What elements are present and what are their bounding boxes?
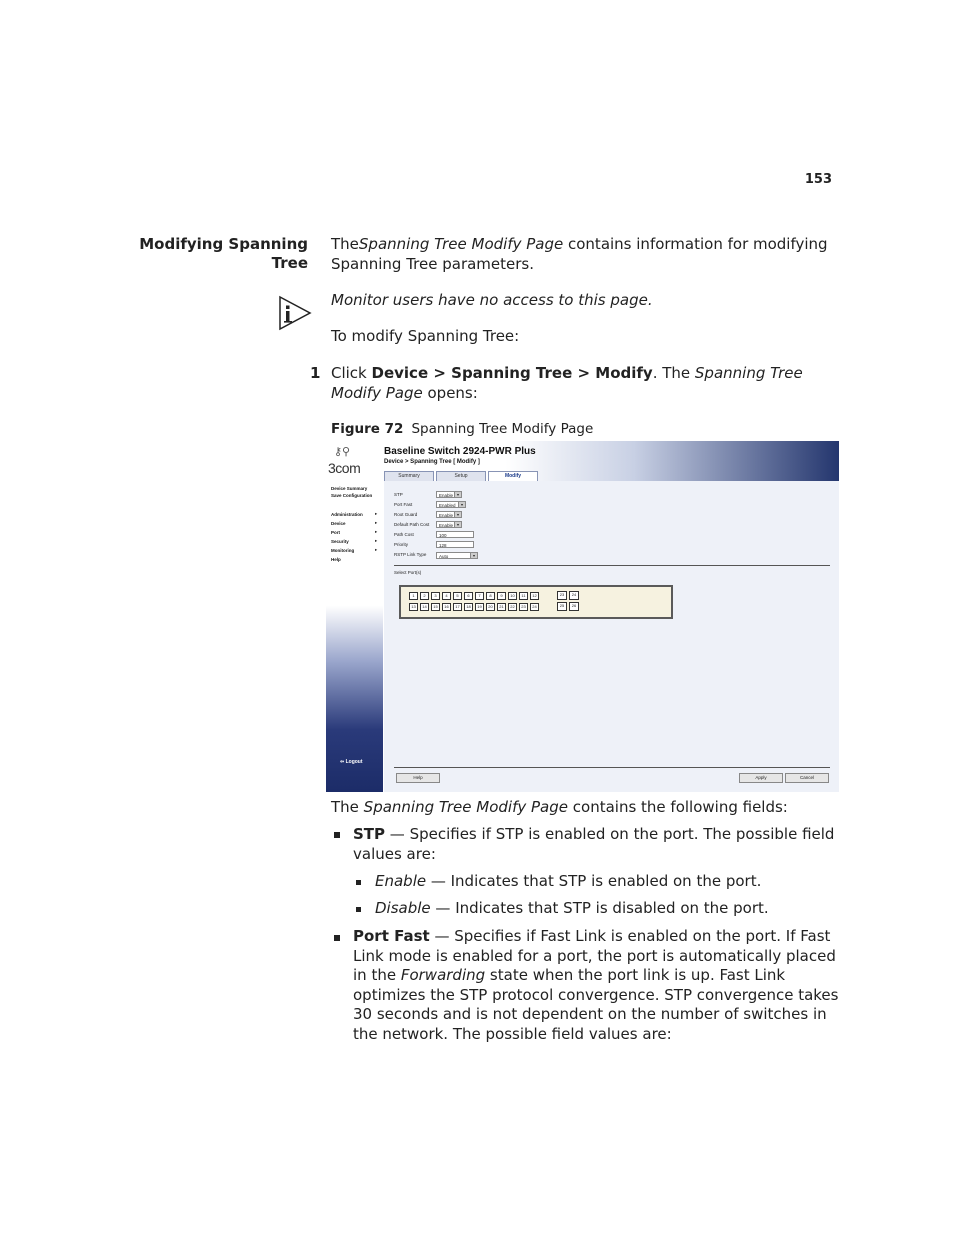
figure-caption	[331, 421, 593, 437]
intro-pre: The	[331, 235, 359, 253]
chevron-right-icon: ▸	[375, 529, 378, 534]
port-23[interactable]: 23	[519, 603, 528, 611]
port-fast-term: Port Fast	[353, 927, 430, 945]
port-2[interactable]: 2	[420, 592, 429, 600]
rstp-link-type-value: Auto	[439, 554, 449, 559]
note-text: Monitor users have no access to this page.	[331, 291, 653, 309]
chevron-down-icon: ▾	[454, 512, 461, 517]
chevron-right-icon: ▸	[375, 520, 378, 525]
port-6[interactable]: 6	[464, 592, 473, 600]
path-cost-input[interactable]: 100	[436, 531, 474, 538]
port-14[interactable]: 14	[420, 603, 429, 611]
info-icon	[278, 295, 312, 331]
priority-label: Priority	[394, 542, 409, 547]
port-22[interactable]: 22	[508, 603, 517, 611]
chevron-down-icon: ▾	[454, 522, 461, 527]
stp-value: Enable	[439, 493, 454, 498]
logout-link[interactable]	[340, 759, 363, 765]
port-5[interactable]: 5	[453, 592, 462, 600]
sidebar-item-save-configuration[interactable]: Save Configuration	[331, 493, 373, 498]
port-19[interactable]: 19	[475, 603, 484, 611]
sfp-port-26[interactable]: 26	[569, 602, 579, 611]
priority-input[interactable]: 128	[436, 541, 474, 548]
key-icon: ⚷⚲	[334, 446, 351, 458]
tab-bar	[384, 471, 540, 481]
rstp-link-type-select[interactable]	[436, 552, 478, 559]
stp-desc: — Specifies if STP is enabled on the port. The possible field values are:	[353, 825, 835, 863]
port-fast-desc-1: — Specifies if Fast Link is enabled on the port. If Fast Link mode is enabled for a port, the port is automatically placed in the	[353, 927, 836, 984]
sidebar-item-administration[interactable]: Administration	[331, 512, 363, 517]
port-21[interactable]: 21	[497, 603, 506, 611]
port-17[interactable]: 17	[453, 603, 462, 611]
fields-intro-pre: The	[331, 798, 364, 816]
stp-enable-bullet	[375, 872, 845, 892]
product-title: Baseline Switch 2924-PWR Plus	[384, 446, 536, 457]
root-guard-label: Root Guard	[394, 512, 418, 517]
bullet-square-icon	[334, 935, 340, 941]
sidebar-item-device[interactable]: Device	[331, 521, 346, 526]
step-click: Click	[331, 364, 372, 382]
sfp-port-24[interactable]: 24	[569, 591, 579, 600]
tab-summary[interactable]: Summary	[384, 471, 434, 481]
chevron-right-icon: ▸	[375, 511, 378, 516]
stp-label: STP	[394, 492, 403, 497]
content-area	[384, 481, 839, 792]
forwarding-term: Forwarding	[400, 966, 486, 984]
port-24[interactable]: 24	[530, 603, 539, 611]
disable-desc: — Indicates that STP is disabled on the port.	[430, 899, 769, 917]
default-path-cost-select[interactable]	[436, 521, 462, 528]
help-button[interactable]: Help	[396, 773, 440, 783]
tab-setup[interactable]: Setup	[436, 471, 486, 481]
chevron-down-icon: ▾	[454, 492, 461, 497]
sidebar-item-monitoring[interactable]: Monitoring	[331, 548, 355, 553]
stp-bullet	[353, 825, 843, 864]
fields-intro-page-name: Spanning Tree Modify Page	[363, 798, 568, 816]
sidebar-item-device-summary[interactable]: Device Summary	[331, 486, 368, 491]
sidebar-item-security[interactable]: Security	[331, 539, 349, 544]
logout-icon: ⇦	[340, 759, 346, 765]
default-path-cost-value: Enable	[439, 523, 454, 528]
stp-term: STP	[353, 825, 386, 843]
screenshot-header	[326, 441, 839, 481]
divider	[394, 767, 830, 768]
sidebar-item-port[interactable]: Port	[331, 530, 340, 535]
port-fast-desc-2: state when the port link is up. Fast Link optimizes the STP protocol convergence. STP convergence takes 30 seconds and is not dependent on the number of switches in the network. The possible field values are:	[353, 966, 839, 1043]
port-15[interactable]: 15	[431, 603, 440, 611]
port-fast-bullet	[353, 927, 843, 1044]
port-12[interactable]: 12	[530, 592, 539, 600]
port-1[interactable]: 1	[409, 592, 418, 600]
select-ports-label: Select Port(s)	[394, 570, 422, 575]
port-4[interactable]: 4	[442, 592, 451, 600]
apply-button[interactable]: Apply	[739, 773, 783, 783]
step-end: opens:	[422, 383, 478, 402]
to-modify-text: To modify Spanning Tree:	[331, 327, 520, 345]
port-9[interactable]: 9	[497, 592, 506, 600]
sfp-port-25[interactable]: 25	[557, 602, 567, 611]
fields-intro	[331, 798, 841, 818]
section-heading: Modifying Spanning Tree	[139, 235, 308, 272]
breadcrumb: Device > Spanning Tree [ Modify ]	[384, 459, 480, 465]
sfp-port-23[interactable]: 23	[557, 591, 567, 600]
port-fast-label: Port Fast	[394, 502, 413, 507]
disable-term: Disable	[375, 899, 431, 917]
figure-caption-text: Spanning Tree Modify Page	[411, 421, 594, 437]
chevron-down-icon: ▾	[470, 553, 477, 558]
bullet-square-icon	[356, 880, 361, 885]
chevron-down-icon: ▾	[458, 502, 465, 507]
chevron-right-icon: ▸	[375, 538, 378, 543]
stp-disable-bullet	[375, 899, 845, 919]
port-3[interactable]: 3	[431, 592, 440, 600]
default-path-cost-label: Default Path Cost	[394, 522, 430, 527]
step-number: 1	[310, 364, 321, 382]
chevron-right-icon: ▸	[375, 547, 378, 552]
logout-label: Logout	[345, 759, 363, 765]
sidebar-item-help[interactable]: Help	[331, 557, 341, 562]
tab-modify[interactable]: Modify	[488, 471, 538, 481]
port-10[interactable]: 10	[508, 592, 517, 600]
port-fast-value: Enabled	[439, 503, 456, 508]
enable-term: Enable	[375, 872, 427, 890]
step-mid: . The	[652, 364, 695, 382]
port-8[interactable]: 8	[486, 592, 495, 600]
port-7[interactable]: 7	[475, 592, 484, 600]
step-text	[331, 364, 831, 403]
root-guard-value: Enable	[439, 513, 454, 518]
intro-page-name: Spanning Tree Modify Page	[358, 235, 564, 253]
divider	[394, 565, 830, 566]
page-number: 153	[804, 172, 832, 187]
brand-logo: 3com	[328, 460, 361, 476]
fields-intro-post: contains the following fields:	[568, 798, 788, 816]
bullet-square-icon	[356, 907, 361, 912]
cancel-button[interactable]: Cancel	[785, 773, 829, 783]
step-menu-path: Device > Spanning Tree > Modify	[371, 364, 653, 382]
port-13[interactable]: 13	[409, 603, 418, 611]
intro-post: contains information for modifying Spanning Tree parameters.	[331, 235, 828, 273]
step-page-name: Spanning Tree Modify Page	[331, 364, 803, 402]
port-selector-panel	[399, 585, 673, 619]
stp-select[interactable]	[436, 491, 462, 498]
figure-screenshot	[326, 441, 839, 792]
bullet-square-icon	[334, 832, 340, 838]
figure-label: Figure 72	[331, 421, 404, 437]
rstp-link-type-label: RSTP Link Type	[394, 552, 427, 557]
port-11[interactable]: 11	[519, 592, 528, 600]
port-16[interactable]: 16	[442, 603, 451, 611]
enable-desc: — Indicates that STP is enabled on the port.	[426, 872, 762, 890]
path-cost-label: Path Cost	[394, 532, 414, 537]
sidebar	[326, 481, 383, 792]
port-fast-select[interactable]	[436, 501, 466, 508]
port-20[interactable]: 20	[486, 603, 495, 611]
intro-paragraph	[331, 235, 831, 274]
port-18[interactable]: 18	[464, 603, 473, 611]
root-guard-select[interactable]	[436, 511, 462, 518]
